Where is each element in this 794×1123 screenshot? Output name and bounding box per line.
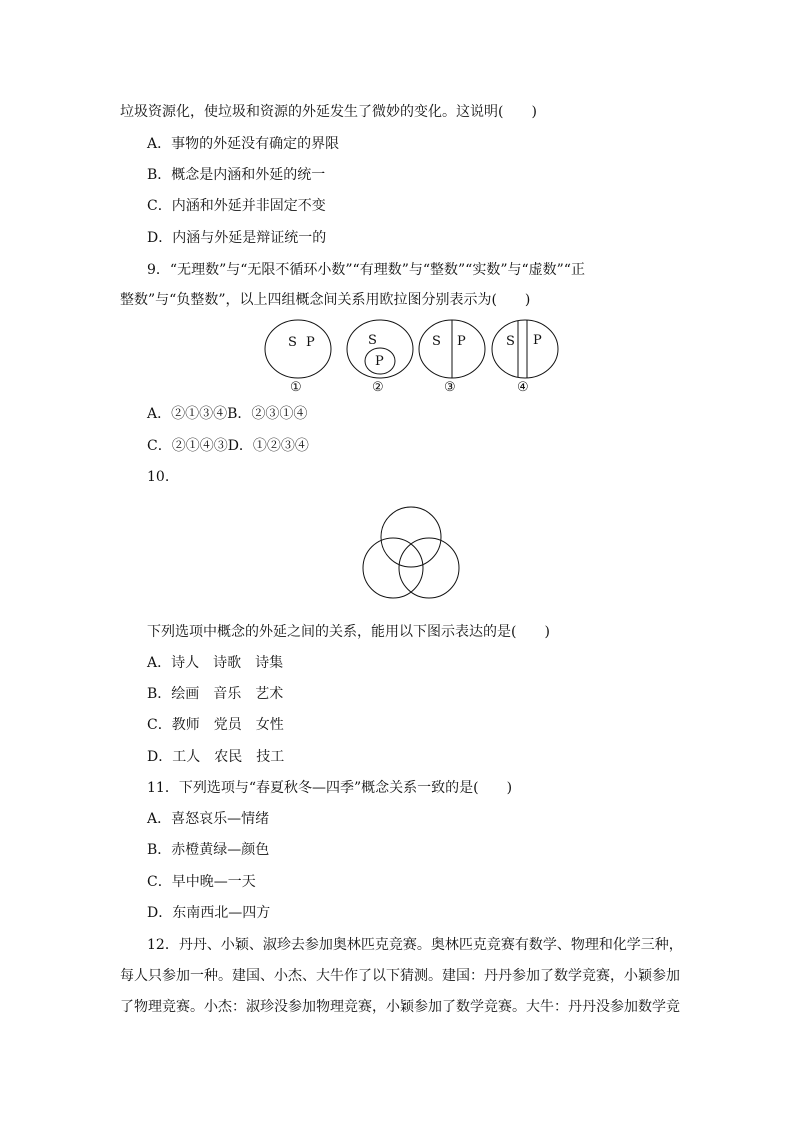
- euler-2-label-p: P: [375, 354, 384, 369]
- q10-option-b: B．绘画 音乐 艺术: [147, 686, 284, 702]
- q10-stem: 下列选项中概念的外延之间的关系，能用以下图示表达的是( ): [147, 624, 550, 640]
- euler-2-label-s: S: [368, 333, 377, 348]
- q10-option-c: C．教师 党员 女性: [147, 717, 284, 733]
- q11-option-a: A．喜怒哀乐—情绪: [147, 811, 270, 827]
- q8-option-b: B．概念是内涵和外延的统一: [147, 167, 326, 183]
- euler-1-number: ①: [290, 380, 302, 395]
- euler-3-circle: [419, 320, 485, 378]
- q9-stem-line1: 9．“无理数”与“无限不循环小数”“有理数”与“整数”“实数”与“虚数”“正: [147, 262, 585, 278]
- euler-1-label-s: S: [288, 335, 297, 350]
- q10-number: 10.: [147, 469, 170, 485]
- euler-4-circle: [492, 320, 558, 378]
- q9-options-ab: A．②①③④B．②③①④: [147, 406, 308, 422]
- euler-1-label-p: P: [306, 335, 315, 350]
- q8-option-c: C．内涵和外延并非固定不变: [147, 198, 326, 214]
- venn-right-circle: [399, 538, 459, 598]
- q10-option-d: D．工人 农民 技工: [147, 749, 285, 765]
- euler-1-circle: [265, 320, 331, 378]
- euler-4-label-s: S: [506, 334, 515, 349]
- q12-stem-line2: 每人只参加一种。建国、小杰、大牛作了以下猜测。建国：丹丹参加了数学竞赛，小颖参加: [120, 968, 680, 984]
- q10-option-a: A．诗人 诗歌 诗集: [147, 655, 284, 671]
- q12-stem-line1: 12．丹丹、小颖、淑珍去参加奥林匹克竞赛。奥林匹克竞赛有数学、物理和化学三种，: [147, 937, 683, 953]
- q8-option-d: D．内涵与外延是辩证统一的: [147, 230, 327, 246]
- q11-option-d: D．东南西北—四方: [147, 905, 271, 921]
- q8-stem-line: 垃圾资源化，使垃圾和资源的外延发生了微妙的变化。这说明( ): [120, 104, 537, 120]
- euler-3-number: ③: [444, 380, 456, 395]
- q9-options-cd: C．②①④③D．①②③④: [147, 438, 309, 454]
- venn-top-circle: [381, 507, 441, 567]
- q12-stem-line3: 了物理竞赛。小杰：淑珍没参加物理竞赛，小颖参加了数学竞赛。大牛：丹丹没参加数学竞: [120, 999, 680, 1015]
- q9-stem-line2: 整数”与“负整数”，以上四组概念间关系用欧拉图分别表示为( ): [120, 292, 531, 308]
- q11-stem: 11．下列选项与“春夏秋冬—四季”概念关系一致的是( ): [147, 780, 513, 796]
- euler-4-label-p: P: [533, 333, 542, 348]
- euler-3-label-s: S: [432, 334, 441, 349]
- euler-2-number: ②: [372, 380, 384, 395]
- q11-option-c: C．早中晚—一天: [147, 874, 256, 890]
- euler-3-label-p: P: [457, 334, 466, 349]
- venn-left-circle: [363, 538, 423, 598]
- q8-option-a: A．事物的外延没有确定的界限: [147, 136, 340, 152]
- euler-4-number: ④: [517, 380, 529, 395]
- q11-option-b: B．赤橙黄绿—颜色: [147, 842, 270, 858]
